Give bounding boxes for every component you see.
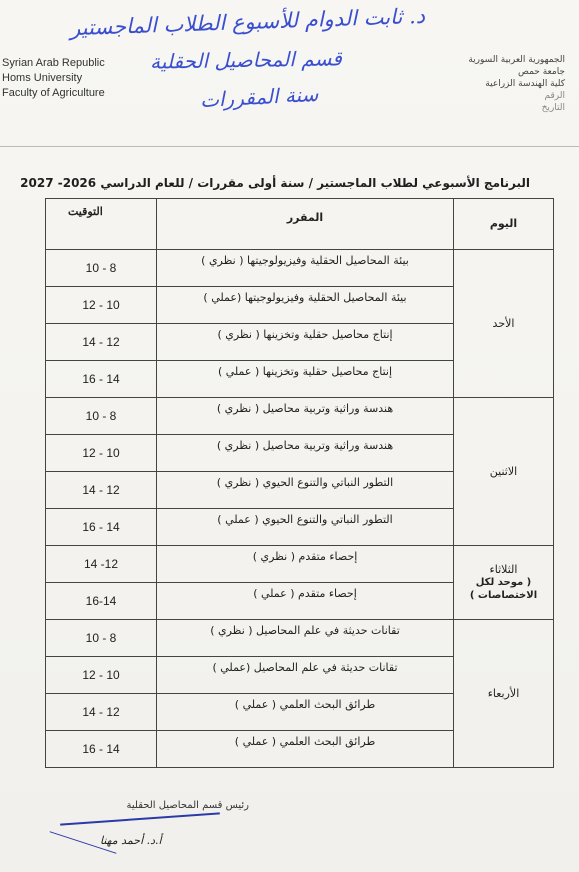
day-label: الأحد <box>492 317 515 330</box>
university-ar: جامعة حمص <box>518 67 565 77</box>
course-name: التطور النباتي والتنوع الحيوي ( عملي ) <box>217 513 393 526</box>
time-cell: 14 - 12 <box>46 472 157 509</box>
table-header-row <box>46 199 554 250</box>
country-en: Syrian Arab Republic <box>2 57 105 69</box>
header-divider <box>0 146 579 147</box>
day-label: الثلاثاء <box>489 563 518 576</box>
time-cell: 10 - 8 <box>46 620 157 657</box>
time-cell: 14 - 12 <box>46 694 157 731</box>
ref-number-label: الرقم <box>544 91 565 101</box>
faculty-en: Faculty of Agriculture <box>2 87 105 99</box>
day-cell <box>454 250 554 398</box>
handwritten-note-2: قسم المحاصيل الحقلية <box>149 46 343 74</box>
course-cell <box>157 657 454 694</box>
time-cell: 16 - 14 <box>46 361 157 398</box>
handwritten-note-1: د. ثابت الدوام للأسبوع الطلاب الماجستير <box>69 3 426 41</box>
course-name: إنتاج محاصيل حقلية وتخزينها ( عملي ) <box>217 365 393 378</box>
signature-name: أ.د. أحمد مهنا <box>100 834 162 847</box>
table-row <box>46 620 554 657</box>
header-left <box>2 56 105 101</box>
header-right <box>468 54 565 114</box>
course-name: إحصاء متقدم ( نظري ) <box>252 550 358 563</box>
time-cell: 12 - 10 <box>46 657 157 694</box>
course-name: تقانات حديثة في علم المحاصيل (عملي ) <box>212 661 398 674</box>
course-cell <box>157 250 454 287</box>
course-cell <box>157 546 454 583</box>
course-name: بيئة المحاصيل الحقلية وفيزيولوجيتها ( نظري ) <box>201 254 409 267</box>
day-label: ( موحد لكل <box>475 577 532 588</box>
schedule-title: البرنامج الأسبوعي لطلاب الماجستير / سنة أولى مقررات / للعام الدراسي 2026- 2027 <box>20 176 530 190</box>
course-cell <box>157 472 454 509</box>
time-cell: 16 - 14 <box>46 509 157 546</box>
table-row <box>46 250 554 287</box>
course-name: إنتاج محاصيل حقلية وتخزينها ( نظري ) <box>217 328 393 341</box>
time-cell: 10 - 8 <box>46 250 157 287</box>
course-cell <box>157 435 454 472</box>
handwritten-note-3: سنة المقررات <box>199 81 319 113</box>
day-label: الاثنين <box>489 465 518 478</box>
course-cell <box>157 694 454 731</box>
column-header-time: التوقيت <box>46 199 157 250</box>
signature-title: رئيس قسم المحاصيل الحقلية <box>126 800 249 811</box>
course-cell <box>157 324 454 361</box>
day-label: الأربعاء <box>487 687 520 700</box>
country-ar: الجمهورية العربية السورية <box>468 55 565 65</box>
faculty-ar: كلية الهندسة الزراعية <box>485 79 565 89</box>
schedule-table <box>45 198 554 768</box>
university-en: Homs University <box>2 72 83 84</box>
time-cell: 16-14 <box>46 583 157 620</box>
signature-stroke <box>60 812 220 825</box>
course-cell <box>157 287 454 324</box>
course-name: طرائق البحث العلمي ( عملي ) <box>234 735 376 748</box>
time-cell: 14 - 12 <box>46 324 157 361</box>
course-cell <box>157 398 454 435</box>
day-cell <box>454 546 554 620</box>
course-name: طرائق البحث العلمي ( عملي ) <box>234 698 376 711</box>
course-name: إحصاء متقدم ( عملي ) <box>253 587 357 600</box>
schedule-body <box>46 250 554 768</box>
table-row <box>46 546 554 583</box>
time-cell: 12 - 10 <box>46 287 157 324</box>
day-cell <box>454 398 554 546</box>
day-label: الاختصاصات ) <box>469 590 538 601</box>
table-row <box>46 398 554 435</box>
column-header-day: اليوم <box>454 199 554 250</box>
date-label: التاريخ <box>541 103 565 113</box>
course-cell <box>157 361 454 398</box>
course-cell <box>157 509 454 546</box>
time-cell: 12 - 10 <box>46 435 157 472</box>
column-header-course: المقرر <box>157 199 454 250</box>
course-name: تقانات حديثة في علم المحاصيل ( نظري ) <box>210 624 400 637</box>
course-cell <box>157 731 454 768</box>
course-name: بيئة المحاصيل الحقلية وفيزيولوجيتها (عملي ) <box>203 291 407 304</box>
course-name: التطور النباتي والتنوع الحيوي ( نظري ) <box>216 476 394 489</box>
day-cell <box>454 620 554 768</box>
time-cell: 10 - 8 <box>46 398 157 435</box>
time-cell: 14 -12 <box>46 546 157 583</box>
course-name: هندسة وراثية وتربية محاصيل ( نظري ) <box>216 439 394 452</box>
course-cell <box>157 583 454 620</box>
time-cell: 16 - 14 <box>46 731 157 768</box>
course-name: هندسة وراثية وتربية محاصيل ( نظري ) <box>216 402 394 415</box>
course-cell <box>157 620 454 657</box>
